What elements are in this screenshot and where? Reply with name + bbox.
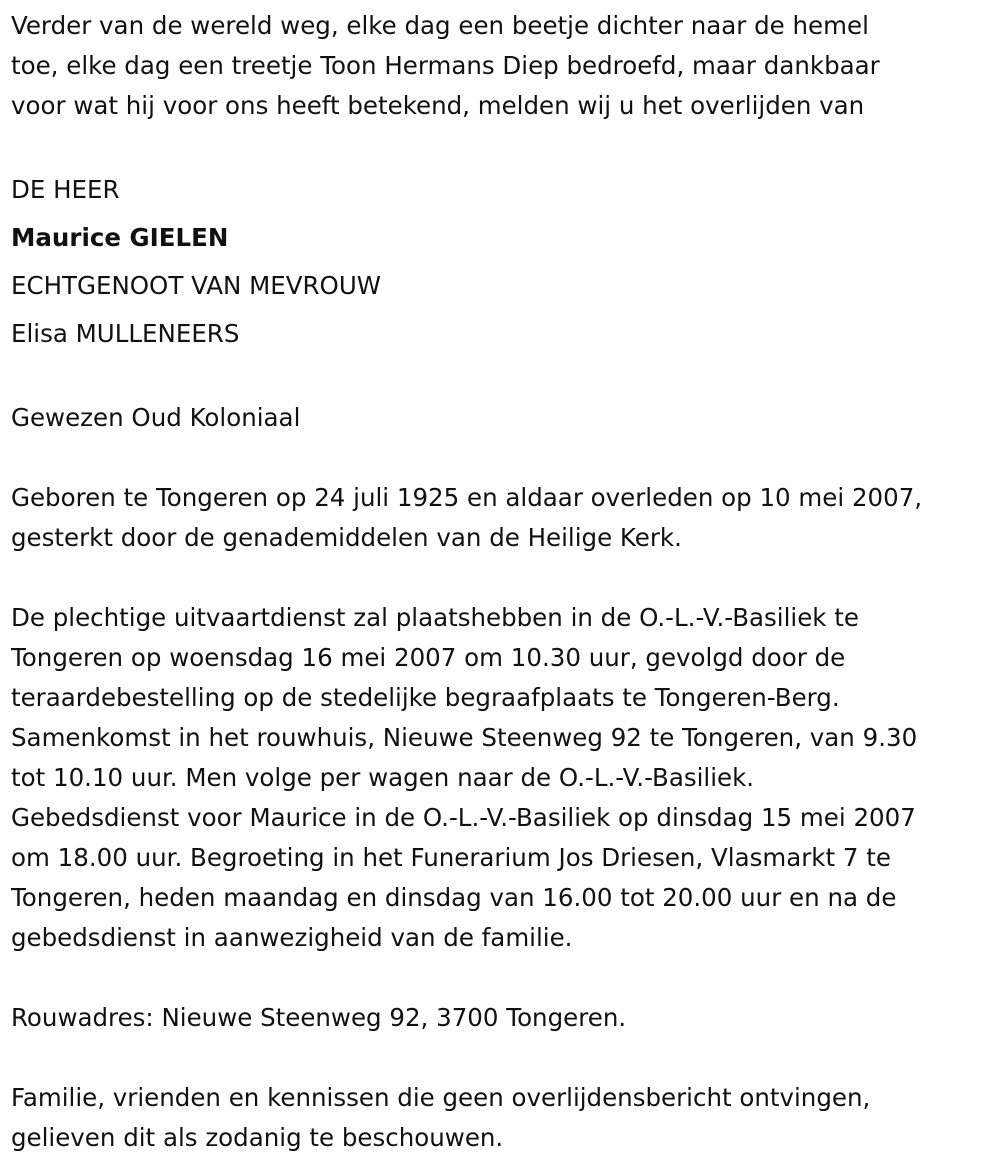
spouse-label: ECHTGENOOT VAN MEVROUW: [11, 271, 382, 300]
service-line: Tongeren, heden maandag en dinsdag van 16.00 tot 20.00 uur en na de: [11, 883, 897, 912]
birth-death-line: Geboren te Tongeren op 24 juli 1925 en aldaar overleden op 10 mei 2007,: [11, 483, 923, 512]
deceased-name: Maurice GIELEN: [11, 223, 229, 252]
occupation: [11, 398, 996, 438]
service-line: gebedsdienst in aanwezigheid van de familie.: [11, 923, 573, 952]
obituary-document: [11, 6, 996, 1158]
intro-line: toe, elke dag een treetje Toon Hermans Diep bedroefd, maar dankbaar: [11, 51, 880, 80]
intro-line: voor wat hij voor ons heeft betekend, melden wij u het overlijden van: [11, 91, 865, 120]
birth-death-paragraph: [11, 478, 996, 558]
closing-line: Familie, vrienden en kennissen die geen overlijdensbericht ontvingen,: [11, 1083, 871, 1112]
deceased-block: [11, 166, 996, 358]
closing-line: gelieven dit als zodanig te beschouwen.: [11, 1123, 504, 1152]
service-line: Samenkomst in het rouwhuis, Nieuwe Steenweg 92 te Tongeren, van 9.30: [11, 723, 918, 752]
paragraph-gap: [11, 558, 996, 598]
service-line: tot 10.10 uur. Men volge per wagen naar de O.-L.-V.-Basiliek.: [11, 763, 755, 792]
paragraph-gap: [11, 1038, 996, 1078]
birth-death-line: gesterkt door de genademiddelen van de Heilige Kerk.: [11, 523, 682, 552]
service-line: De plechtige uitvaartdienst zal plaatshebben in de O.-L.-V.-Basiliek te: [11, 603, 859, 632]
deceased-title: DE HEER: [11, 175, 120, 204]
spouse-name: Elisa MULLENEERS: [11, 319, 240, 348]
intro-line: Verder van de wereld weg, elke dag een beetje dichter naar de hemel: [11, 11, 869, 40]
closing-paragraph: [11, 1078, 996, 1158]
service-line: Tongeren op woensdag 16 mei 2007 om 10.30 uur, gevolgd door de: [11, 643, 846, 672]
occupation-text: Gewezen Oud Koloniaal: [11, 403, 301, 432]
address-paragraph: [11, 998, 996, 1038]
paragraph-gap: [11, 438, 996, 478]
paragraph-gap: [11, 358, 996, 398]
mourning-address: Rouwadres: Nieuwe Steenweg 92, 3700 Tongeren.: [11, 1003, 627, 1032]
intro-paragraph: [11, 6, 996, 126]
service-line: teraardebestelling op de stedelijke begraafplaats te Tongeren-Berg.: [11, 683, 840, 712]
paragraph-gap: [11, 958, 996, 998]
paragraph-gap: [11, 126, 996, 166]
service-line: Gebedsdienst voor Maurice in de O.-L.-V.-Basiliek op dinsdag 15 mei 2007: [11, 803, 916, 832]
service-paragraph: [11, 598, 996, 958]
service-line: om 18.00 uur. Begroeting in het Funerarium Jos Driesen, Vlasmarkt 7 te: [11, 843, 891, 872]
